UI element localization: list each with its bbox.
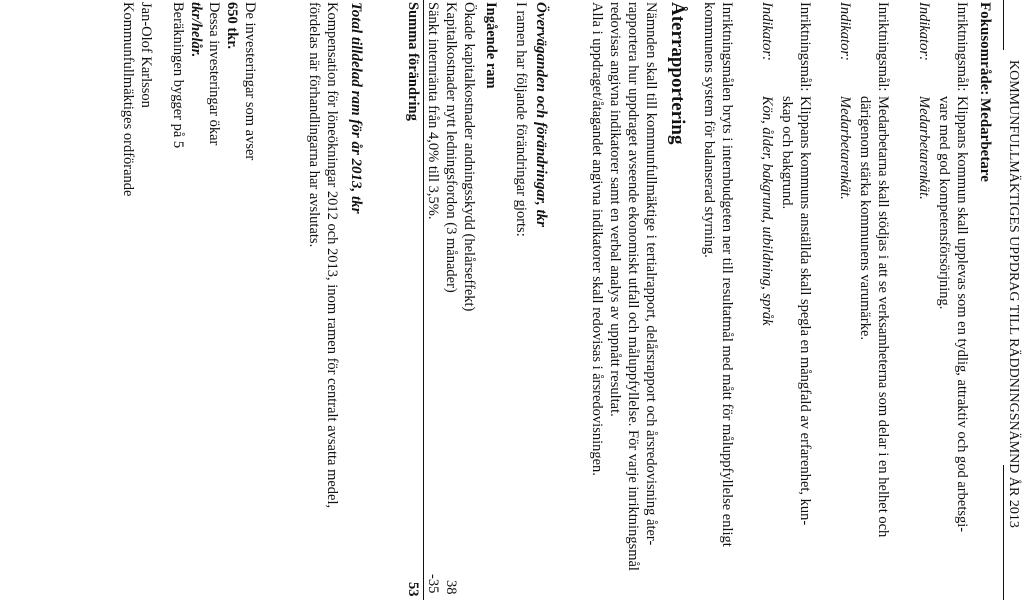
note-line-2: 650 tkr. — [224, 2, 240, 49]
goal-1-label: Inriktningsmål: — [954, 2, 970, 92]
goal-3-indicator-label: Indikator: — [759, 2, 775, 61]
goal-1-indicator-value: Medarbetarenkät. — [916, 96, 932, 200]
summary-text-line-2: kommunens system för balanserad styrning. — [701, 2, 717, 258]
sum-label: Summa förändring — [405, 2, 421, 121]
considerations-row-3-label: Sänkt internränta från 4,0% till 3,5%. — [425, 2, 441, 220]
sum-rule — [423, 0, 424, 600]
considerations-heading: Överväganden och förändringar, tkr — [533, 2, 549, 228]
goal-1-indicator-label: Indikator: — [916, 2, 932, 61]
goal-3-indicator-value: Kön, ålder, bakgrund, utbildning, språk — [759, 96, 775, 326]
total-line-1: Kompensation för löneökningar 2012 och 2013, inom ramen för centralt avsatta medel, — [324, 2, 340, 509]
considerations-row-2-label: Kapitalkostnader nytt ledningsfordon (3 månader) — [443, 2, 459, 293]
reporting-heading: Återrapportering — [667, 2, 688, 145]
considerations-intro: I ramen har följande förändringar gjorts: — [513, 2, 529, 237]
reporting-line-3: redovisas angivna indikatorer samt en verbal analys av uppnått resultat. — [607, 2, 623, 417]
note-line-4: tkr/helår. — [188, 2, 204, 58]
note-line-5: Beräkningen bygger på 5 — [170, 2, 186, 149]
note-line-3: Dessa investeringar ökar — [206, 2, 222, 146]
summary-text-line-1: Inriktningsmålen bryts i internbudgeten ner till resultatmål med mått för måluppfyllelse enligt — [719, 2, 735, 547]
considerations-row-1-label: Ökade kapitalkostnader andningsskydd (helårseffekt) — [461, 2, 477, 312]
goal-3-line-2: skap och bakgrund. — [779, 96, 795, 210]
header-rule-left — [1003, 0, 1004, 50]
note-line-1: De investeringar som avser — [242, 2, 258, 161]
goal-2-line-2: därigenom stärka kommunens varumärke. — [857, 96, 873, 341]
considerations-row-2-value: 38 — [443, 580, 459, 595]
reporting-line-2: rapportera hur uppdraget avseende ekonomiskt utfall och måluppfyllelse. För varje inriktningsmål — [625, 2, 641, 571]
total-heading: Total tilldelad ram för år 2013, tkr — [348, 2, 364, 214]
signature-role: Kommunfullmäktiges ordförande — [120, 2, 136, 197]
goal-3-line-1: Klippans kommuns anställda skall spegla en mångfald av erfarenhet, kun- — [797, 96, 813, 526]
goal-2-label: Inriktningsmål: — [875, 2, 891, 92]
goal-3-label: Inriktningsmål: — [797, 2, 813, 92]
reporting-line-4: Alla i uppdraget/åtagandet angivna indikatorer skall redovisas i årsredovisningen. — [589, 2, 605, 476]
page-header-title: KOMMUNFULLMÄKTIGES UPPDRAG TILL RÄDDNINGSNÄMND ÅR 2013 — [1006, 60, 1021, 528]
considerations-row-3-value: -35 — [425, 574, 441, 594]
goal-1-line-1: Klippans kommun skall upplevas som en tydlig, attraktiv och god arbetsgi- — [954, 96, 970, 533]
considerations-sub-heading: Ingående ram — [483, 2, 499, 89]
goal-2-indicator-value: Medarbetarenkät. — [837, 96, 853, 200]
focus-value: Medarbetare — [977, 98, 993, 182]
total-line-2: fördelas när förhandlingarna har avslutats. — [306, 2, 322, 248]
goal-1-line-2: vare med god kompetensförsörjning. — [936, 96, 952, 310]
signature-name: Jan-Olof Karlsson — [138, 2, 154, 108]
goal-2-line-1: Medarbetarna skall stödjas i att se verksamheterna som delar i en helhet och — [875, 96, 891, 538]
sum-value: 53 — [405, 582, 421, 597]
focus-label: Fokusområde: — [977, 2, 993, 96]
goal-2-indicator-label: Indikator: — [837, 2, 853, 61]
reporting-line-1: Nämnden skall till kommunfullmäktige i tertialrapport, delårsrapport och årsredovisning åter- — [643, 2, 659, 546]
header-rule-right — [1003, 465, 1004, 600]
